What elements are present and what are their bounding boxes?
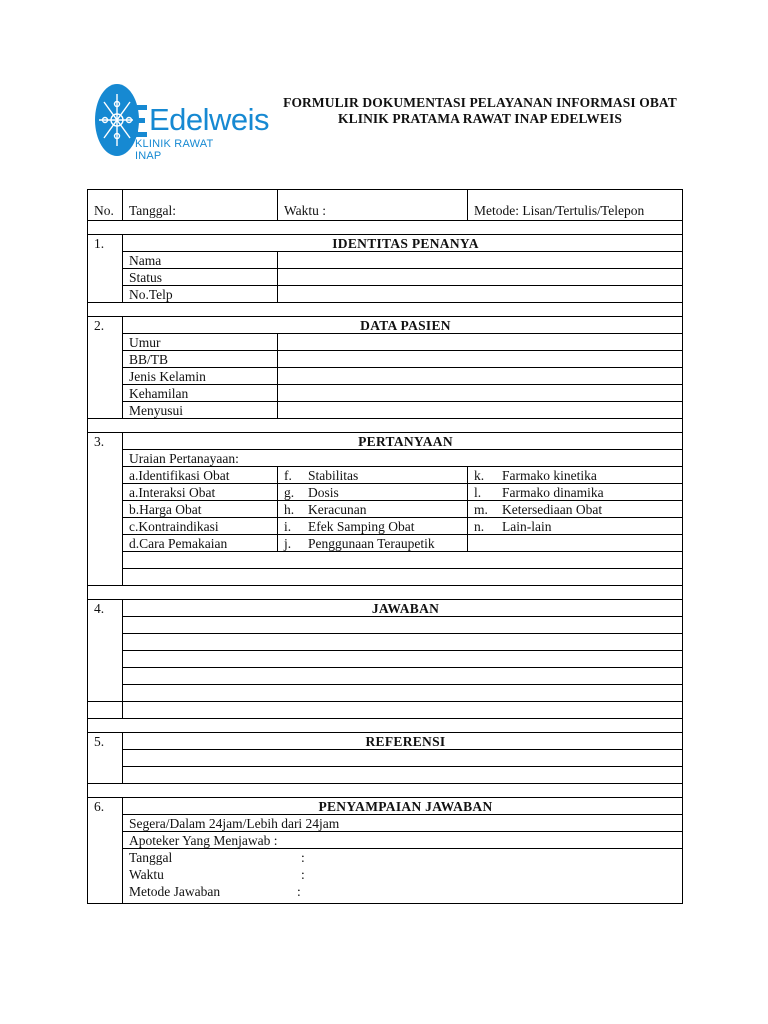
answer-line[interactable]	[123, 685, 683, 702]
answer-line[interactable]	[123, 634, 683, 651]
option-item[interactable]: a.Identifikasi Obat	[123, 467, 278, 484]
section-number: 6.	[88, 798, 123, 904]
option-item[interactable]: g. Dosis	[278, 484, 468, 501]
clinic-title: KLINIK PRATAMA RAWAT INAP EDELWEIS	[338, 111, 622, 126]
option-item[interactable]: n. Lain-lain	[468, 518, 683, 535]
field-label: Kehamilan	[123, 385, 278, 402]
field-label: Jenis Kelamin	[123, 368, 278, 385]
field-label: No.Telp	[123, 286, 278, 303]
spacer-row	[88, 419, 683, 433]
section-number: 3.	[88, 433, 123, 586]
clinic-logo	[93, 80, 270, 162]
form-title: FORMULIR DOKUMENTASI PELAYANAN INFORMASI OBAT	[283, 95, 677, 110]
metode-field[interactable]: Metode: Lisan/Tertulis/Telepon	[468, 190, 683, 221]
option-item[interactable]: f. Stabilitas	[278, 467, 468, 484]
field-label: BB/TB	[123, 351, 278, 368]
metode-jawaban-row[interactable]: Metode Jawaban :	[129, 884, 301, 899]
section-title-pertanyaan: PERTANYAAN	[123, 433, 683, 450]
option-item[interactable]: h. Keracunan	[278, 501, 468, 518]
section-number: 4.	[88, 600, 123, 702]
field-value-telp[interactable]	[278, 286, 683, 303]
field-value-bbtb[interactable]	[278, 351, 683, 368]
section-title-identitas: IDENTITAS PENANYA	[123, 235, 683, 252]
reference-line[interactable]	[123, 750, 683, 767]
field-value-kehamilan[interactable]	[278, 385, 683, 402]
field-value-status[interactable]	[278, 269, 683, 286]
answer-line[interactable]	[123, 702, 683, 719]
reference-line[interactable]	[123, 767, 683, 784]
field-value-nama[interactable]	[278, 252, 683, 269]
answer-line[interactable]	[123, 668, 683, 685]
blank-line[interactable]	[123, 569, 683, 586]
field-label: Menyusui	[123, 402, 278, 419]
tanggal-row[interactable]: Tanggal :	[129, 850, 305, 865]
section-title-referensi: REFERENSI	[123, 733, 683, 750]
blank-number-cell	[88, 702, 123, 719]
option-item[interactable]: m. Ketersediaan Obat	[468, 501, 683, 518]
spacer-row	[88, 784, 683, 798]
option-item[interactable]: c.Kontraindikasi	[123, 518, 278, 535]
field-value-jenis-kelamin[interactable]	[278, 368, 683, 385]
section-title-penyampaian: PENYAMPAIAN JAWABAN	[123, 798, 683, 815]
tanggal-field[interactable]: Tanggal:	[123, 190, 278, 221]
pharmacist-field[interactable]: Apoteker Yang Menjawab :	[123, 832, 683, 849]
field-label: Status	[123, 269, 278, 286]
option-item[interactable]: b.Harga Obat	[123, 501, 278, 518]
option-item[interactable]: j. Penggunaan Teraupetik	[278, 535, 468, 552]
spacer-row	[88, 303, 683, 317]
question-intro: Uraian Pertanayaan:	[123, 450, 683, 467]
waktu-field[interactable]: Waktu :	[278, 190, 468, 221]
section-number: 1.	[88, 235, 123, 303]
logo-wordmark: Edelweis	[149, 102, 270, 137]
section-title-data-pasien: DATA PASIEN	[123, 317, 683, 334]
delivery-details	[123, 849, 683, 904]
option-item[interactable]: d.Cara Pemakaian	[123, 535, 278, 552]
blank-line[interactable]	[123, 552, 683, 569]
option-item[interactable]: a.Interaksi Obat	[123, 484, 278, 501]
answer-line[interactable]	[123, 651, 683, 668]
logo-subtitle: KLINIK RAWAT INAP	[135, 138, 214, 162]
section-number: 5.	[88, 733, 123, 784]
answer-line[interactable]	[123, 617, 683, 634]
option-item[interactable]: i. Efek Samping Obat	[278, 518, 468, 535]
delivery-time-options[interactable]: Segera/Dalam 24jam/Lebih dari 24jam	[123, 815, 683, 832]
option-item-empty[interactable]	[468, 535, 683, 552]
form-table	[87, 189, 683, 904]
spacer-row	[88, 221, 683, 235]
field-label: Umur	[123, 334, 278, 351]
waktu-row[interactable]: Waktu :	[129, 867, 305, 882]
section-number: 2.	[88, 317, 123, 419]
spacer-row	[88, 586, 683, 600]
option-item[interactable]: k. Farmako kinetika	[468, 467, 683, 484]
field-label: Nama	[123, 252, 278, 269]
option-item[interactable]: l. Farmako dinamika	[468, 484, 683, 501]
spacer-row	[88, 719, 683, 733]
header-row	[88, 190, 683, 221]
no-label: No.	[88, 190, 123, 221]
field-value-umur[interactable]	[278, 334, 683, 351]
section-title-jawaban: JAWABAN	[123, 600, 683, 617]
field-value-menyusui[interactable]	[278, 402, 683, 419]
